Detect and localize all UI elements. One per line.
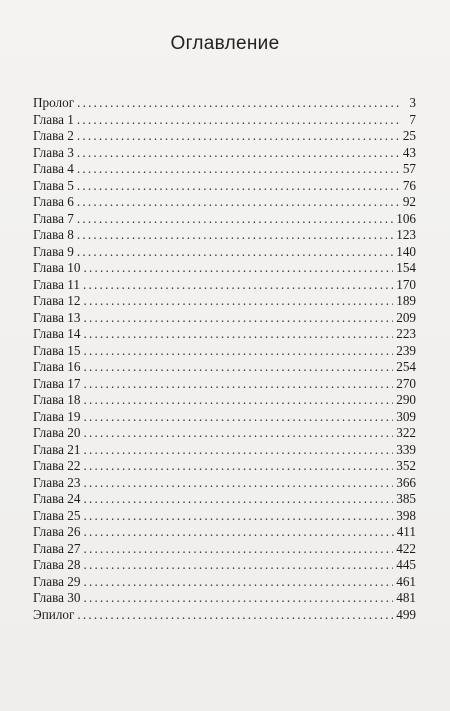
toc-entry-page-number: 209 xyxy=(396,309,416,325)
toc-entry-page-number: 3 xyxy=(409,95,416,110)
toc-entry xyxy=(33,376,416,393)
toc-entry xyxy=(33,392,416,409)
dot-leader xyxy=(77,95,399,112)
toc-entry-label: Глава 19 xyxy=(33,408,81,424)
toc-entry xyxy=(33,590,416,607)
toc-entry-label: Глава 29 xyxy=(33,573,81,589)
toc-entry-page-number: 254 xyxy=(396,359,416,374)
dot-leader xyxy=(83,541,393,558)
toc-entry-page-number: 339 xyxy=(396,441,416,457)
toc-entry-page-number: 385 xyxy=(396,491,416,506)
toc-entry-label: Глава 11 xyxy=(33,276,80,292)
toc-entry-label: Глава 20 xyxy=(33,425,81,440)
toc-entry xyxy=(33,557,416,574)
dot-leader xyxy=(77,112,399,129)
toc-entry xyxy=(33,524,416,541)
toc-entry-label: Глава 2 xyxy=(33,128,74,143)
toc-entry-page-number: 461 xyxy=(396,573,416,589)
toc-entry xyxy=(33,541,416,558)
toc-entry-page-number: 481 xyxy=(396,590,416,605)
dot-leader xyxy=(83,326,393,343)
dot-leader xyxy=(83,425,393,442)
toc-entry-label: Глава 27 xyxy=(33,540,81,556)
toc-entry xyxy=(33,112,416,129)
toc-entry xyxy=(33,343,416,360)
dot-leader xyxy=(83,458,393,475)
toc-entry-label: Глава 30 xyxy=(33,590,81,605)
toc-entry xyxy=(33,310,416,327)
toc-entry-page-number: 398 xyxy=(396,507,416,523)
dot-leader xyxy=(83,409,393,426)
dot-leader xyxy=(77,211,393,228)
toc-entry-page-number: 43 xyxy=(402,144,416,160)
toc-entry-page-number: 123 xyxy=(396,227,416,242)
toc-entry xyxy=(33,508,416,525)
toc-entry xyxy=(33,128,416,145)
toc-entry xyxy=(33,293,416,310)
toc-entry-label: Глава 1 xyxy=(33,111,74,127)
dot-leader xyxy=(77,244,393,261)
toc-entry-label: Глава 7 xyxy=(33,210,74,226)
toc-entry-label: Глава 15 xyxy=(33,342,81,358)
dot-leader xyxy=(77,161,399,178)
toc-entry-page-number: 140 xyxy=(396,243,416,259)
dot-leader xyxy=(77,145,399,162)
dot-leader xyxy=(83,590,393,607)
toc-entry-page-number: 223 xyxy=(396,326,416,341)
dot-leader xyxy=(83,392,393,409)
dot-leader xyxy=(77,178,399,195)
toc-entry xyxy=(33,277,416,294)
dot-leader xyxy=(83,310,393,327)
toc-entry-label: Глава 25 xyxy=(33,507,81,523)
toc-entry xyxy=(33,178,416,195)
toc-entry-page-number: 322 xyxy=(396,425,416,440)
toc-entry xyxy=(33,227,416,244)
toc-entry-page-number: 7 xyxy=(409,111,416,127)
toc-entry xyxy=(33,161,416,178)
toc-entry-page-number: 270 xyxy=(396,375,416,391)
toc-entry xyxy=(33,458,416,475)
toc-entry-page-number: 189 xyxy=(396,293,416,308)
dot-leader xyxy=(83,277,393,294)
toc-entry xyxy=(33,244,416,261)
toc-entry-label: Глава 23 xyxy=(33,474,81,490)
toc-entry-page-number: 411 xyxy=(396,524,416,539)
toc-entry-label: Глава 22 xyxy=(33,458,81,473)
dot-leader xyxy=(83,508,393,525)
dot-leader xyxy=(83,524,393,541)
dot-leader xyxy=(83,260,393,277)
toc-entry-label: Глава 26 xyxy=(33,524,81,539)
toc-entry-page-number: 57 xyxy=(402,161,416,176)
toc-entry xyxy=(33,359,416,376)
dot-leader xyxy=(83,491,393,508)
toc-entry-page-number: 445 xyxy=(396,557,416,572)
toc-entry-page-number: 154 xyxy=(396,260,416,275)
toc-entry xyxy=(33,95,416,112)
toc-entry-label: Глава 5 xyxy=(33,177,74,193)
toc-entry xyxy=(33,574,416,591)
toc-entry-label: Глава 13 xyxy=(33,309,81,325)
toc-entry xyxy=(33,607,416,624)
toc-entry-label: Глава 14 xyxy=(33,326,81,341)
toc-entry-page-number: 290 xyxy=(396,392,416,407)
toc-entry-page-number: 499 xyxy=(396,606,416,622)
toc-entry-label: Глава 10 xyxy=(33,260,81,275)
dot-leader xyxy=(83,376,393,393)
toc-entry-label: Глава 8 xyxy=(33,227,74,242)
toc-entry-label: Эпилог xyxy=(33,606,75,622)
dot-leader xyxy=(83,442,393,459)
toc-entry-label: Глава 3 xyxy=(33,144,74,160)
toc-entry-label: Глава 28 xyxy=(33,557,81,572)
dot-leader xyxy=(83,574,393,591)
toc-entry-label: Глава 18 xyxy=(33,392,81,407)
dot-leader xyxy=(77,194,399,211)
toc-entry-page-number: 92 xyxy=(402,194,416,209)
toc-entry-page-number: 106 xyxy=(396,210,416,226)
dot-leader xyxy=(83,293,393,310)
toc-entry-page-number: 309 xyxy=(396,408,416,424)
dot-leader xyxy=(83,359,393,376)
toc-entry-page-number: 25 xyxy=(402,128,416,143)
table-of-contents xyxy=(33,95,416,623)
toc-entry xyxy=(33,211,416,228)
toc-entry-page-number: 76 xyxy=(402,177,416,193)
toc-entry xyxy=(33,145,416,162)
toc-entry xyxy=(33,475,416,492)
dot-leader xyxy=(83,475,393,492)
dot-leader xyxy=(83,343,393,360)
toc-entry-page-number: 422 xyxy=(396,540,416,556)
dot-leader xyxy=(77,227,393,244)
toc-entry-label: Глава 17 xyxy=(33,375,81,391)
toc-entry xyxy=(33,442,416,459)
toc-entry-label: Пролог xyxy=(33,95,75,110)
toc-entry-label: Глава 24 xyxy=(33,491,81,506)
toc-entry-label: Глава 6 xyxy=(33,194,74,209)
toc-entry xyxy=(33,260,416,277)
toc-entry xyxy=(33,491,416,508)
toc-entry-page-number: 170 xyxy=(396,276,416,292)
toc-entry-label: Глава 9 xyxy=(33,243,74,259)
dot-leader xyxy=(83,557,393,574)
toc-entry-page-number: 239 xyxy=(396,342,416,358)
toc-entry-label: Глава 4 xyxy=(33,161,74,176)
toc-entry-page-number: 352 xyxy=(396,458,416,473)
toc-title: Оглавление xyxy=(170,33,280,54)
toc-entry-label: Глава 16 xyxy=(33,359,81,374)
dot-leader xyxy=(77,607,393,624)
toc-entry-label: Глава 12 xyxy=(33,293,81,308)
toc-entry xyxy=(33,409,416,426)
toc-entry-label: Глава 21 xyxy=(33,441,81,457)
toc-entry xyxy=(33,194,416,211)
dot-leader xyxy=(77,128,399,145)
toc-entry-page-number: 366 xyxy=(396,474,416,490)
toc-entry xyxy=(33,425,416,442)
toc-entry xyxy=(33,326,416,343)
